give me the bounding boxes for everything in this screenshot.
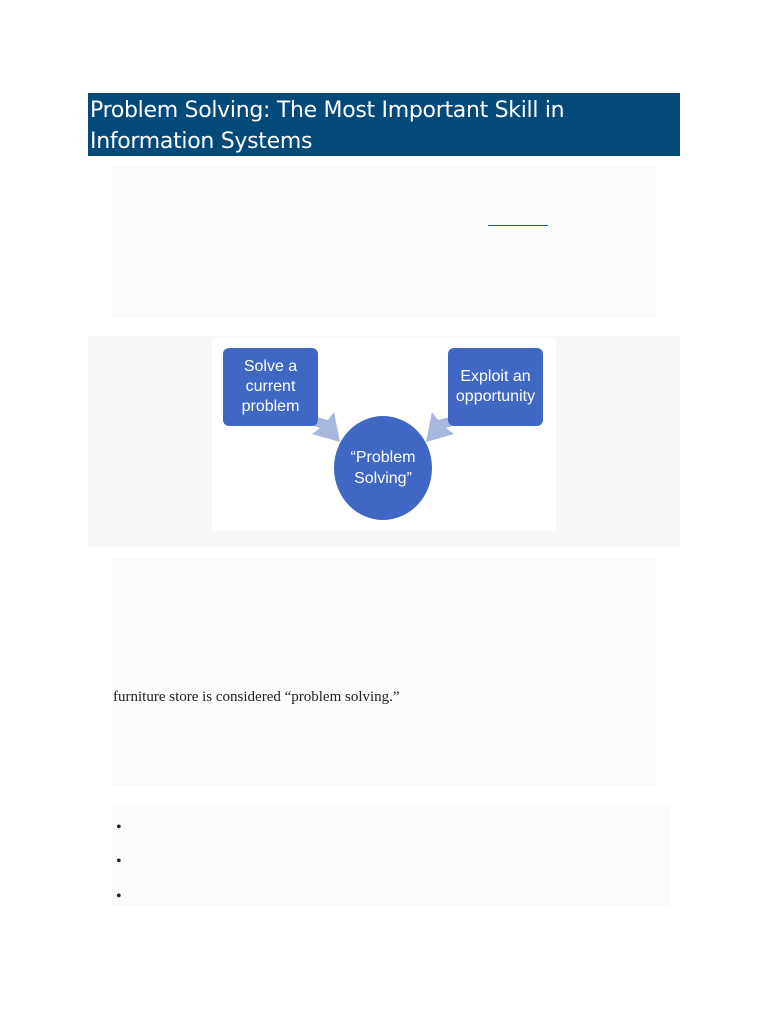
node-solve-current-problem-label: Solve a current problem [241,358,300,415]
node-exploit-opportunity [448,348,543,426]
page-title-line-1: Problem Solving: The Most Important Skill in [90,98,565,123]
diagram-figure [88,336,680,547]
page-title-line-2: Information Systems [90,129,313,154]
hyperlink-underline[interactable] [488,225,548,226]
node-problem-solving-label: “Problem Solving” [350,449,416,487]
faded-text-block-body [112,558,656,786]
list-bullet-1: • [116,819,122,836]
node-solve-current-problem [223,348,318,426]
body-sentence: furniture store is considered “problem solving.” [113,689,400,705]
node-exploit-opportunity-label: Exploit an opportunity [455,368,536,405]
title-banner [88,93,680,156]
list-bullet-2: • [116,853,122,870]
list-bullet-3: • [116,888,122,905]
bullet-list [112,804,670,906]
node-problem-solving [334,416,432,520]
page-title [90,95,680,157]
diagram-canvas [212,338,556,531]
faded-text-block-intro [112,166,656,318]
